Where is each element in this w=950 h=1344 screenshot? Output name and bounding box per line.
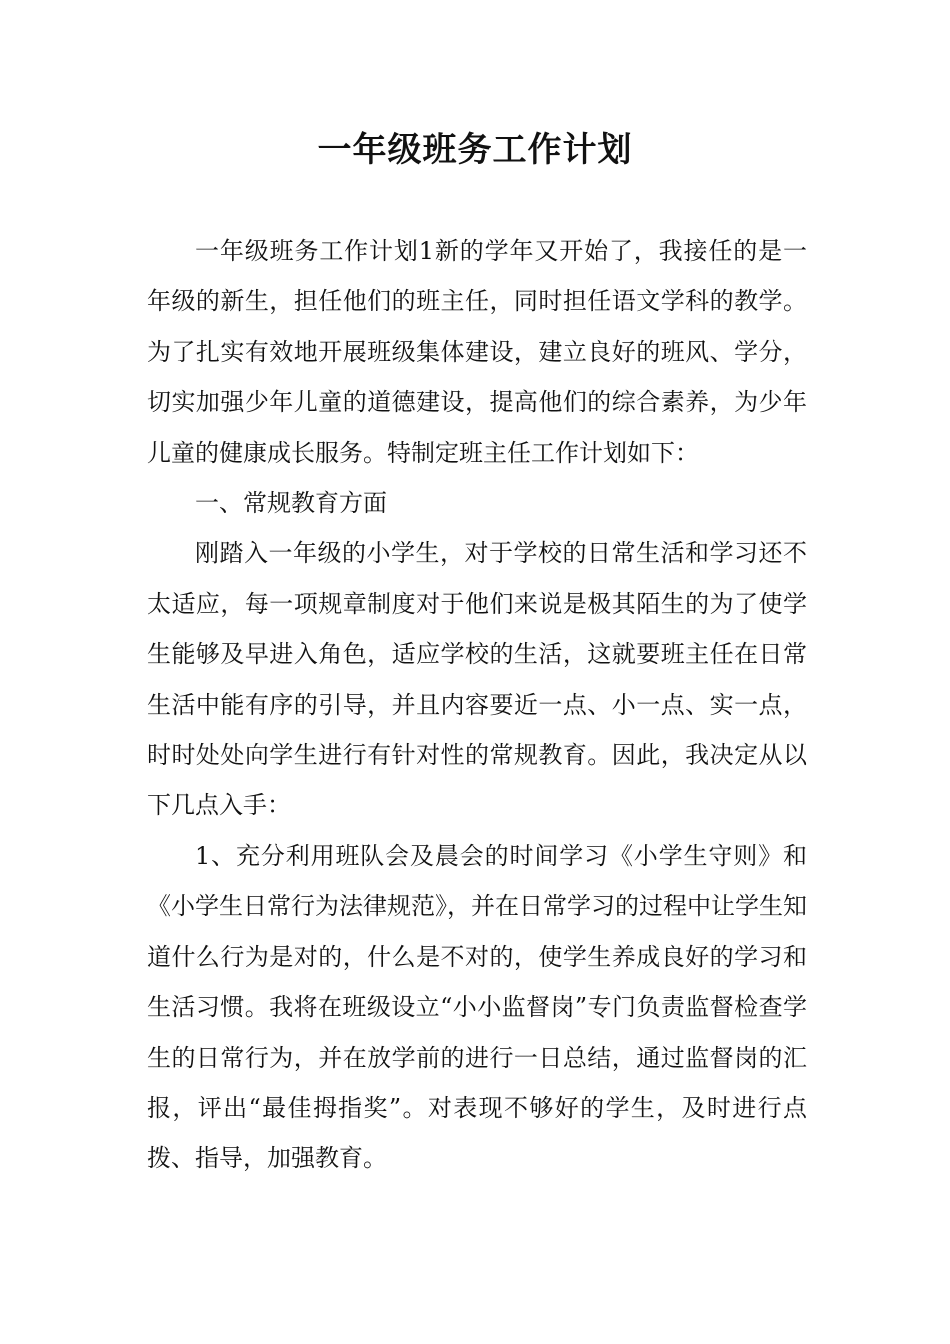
document-title: 一年级班务工作计划: [317, 130, 633, 170]
paragraph-item-1: 1、充分利用班队会及晨会的时间学习《小学生守则》和《小学生日常行为法律规范》，并在日常学习的过程中让学生知道什么行为是对的，什么是不对的，使学生养成良好的学习和生活习惯。我将在班级设立“小小监督岗”专门负责监督检查学生的日常行为，并在放学前的进行一日总结，通过监督岗的汇报，评出“最佳拇指奖”。对表现不够好的学生，及时进行点拨、指导，加强教育。: [147, 841, 807, 1173]
document-body: [147, 226, 807, 1184]
paragraph-routine-education: 刚踏入一年级的小学生，对于学校的日常生活和学习还不太适应，每一项规章制度对于他们来说是极其陌生的为了使学生能够及早进入角色，适应学校的生活，这就要班主任在日常生活中能有序的引导，并且内容要近一点、小一点、实一点，时时处处向学生进行有针对性的常规教育。因此，我决定从以下几点入手：: [147, 539, 807, 820]
paragraph-intro: 一年级班务工作计划1新的学年又开始了，我接任的是一年级的新生，担任他们的班主任，同时担任语文学科的教学。为了扎实有效地开展班级集体建设，建立良好的班风、学分，切实加强少年儿童的道德建设，提高他们的综合素养，为少年儿童的健康成长服务。特制定班主任工作计划如下：: [147, 237, 807, 467]
section-heading-routine-education: 一、常规教育方面: [195, 489, 387, 518]
